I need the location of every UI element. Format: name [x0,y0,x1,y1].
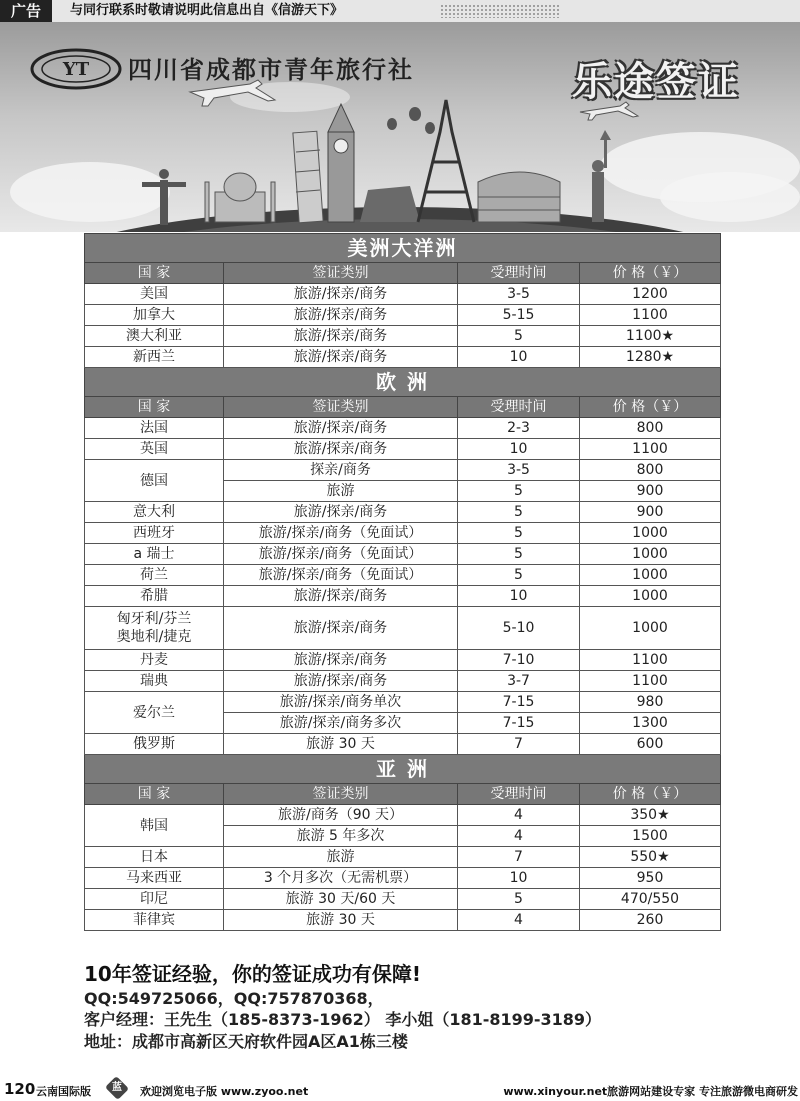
price-cell: 1000 [580,523,721,544]
processing-time-cell: 7 [458,847,580,868]
column-header-row [85,397,721,418]
visa-type-cell: 旅游/探亲/商务（免面试） [224,544,458,565]
visa-type-cell: 旅游/探亲/商务（免面试） [224,523,458,544]
notice-text: 与同行联系时敬请说明此信息出自《信游天下》 [70,3,344,18]
price-cell: 1200 [580,284,721,305]
country-cell: 日本 [85,847,224,868]
country-cell: 荷兰 [85,565,224,586]
column-header: 国 家 [85,397,224,418]
table-row [85,523,721,544]
price-cell: 1000 [580,544,721,565]
website-link[interactable]: www.xinyour.net旅游网站建设专家 专注旅游微电商研发 [503,1085,798,1098]
price-cell: 1300 [580,713,721,734]
column-header: 受理时间 [458,397,580,418]
processing-time-cell: 5 [458,889,580,910]
table-row [85,910,721,931]
processing-time-cell: 10 [458,347,580,368]
price-cell: 1100 [580,671,721,692]
page-number: 120 [4,1080,36,1098]
price-cell: 800 [580,418,721,439]
table-row [85,692,721,713]
visa-type-cell: 旅游/探亲/商务 [224,586,458,607]
edition-badge-icon [105,1076,129,1100]
column-header: 签证类别 [224,263,458,284]
price-cell: 950 [580,868,721,889]
table-row [85,607,721,650]
price-cell: 1000 [580,586,721,607]
table-row [85,418,721,439]
visa-type-cell: 旅游/探亲/商务 [224,439,458,460]
processing-time-cell: 5 [458,565,580,586]
processing-time-cell: 7-15 [458,713,580,734]
country-cell: 丹麦 [85,650,224,671]
column-header: 受理时间 [458,784,580,805]
region-title: 欧 洲 [85,368,721,397]
table-body [85,234,721,931]
table-row [85,565,721,586]
processing-time-cell: 10 [458,868,580,889]
column-header: 签证类别 [224,784,458,805]
country-cell: 新西兰 [85,347,224,368]
processing-time-cell: 5 [458,326,580,347]
processing-time-cell: 10 [458,439,580,460]
ebook-link[interactable]: 欢迎浏览电子版 www.zyoo.net [140,1085,309,1098]
price-cell: 900 [580,502,721,523]
table-row [85,326,721,347]
country-cell: 法国 [85,418,224,439]
price-cell: 1100 [580,305,721,326]
agency-logo [30,48,122,90]
country-cell: 英国 [85,439,224,460]
big-ben-icon [328,104,354,222]
country-cell: 美国 [85,284,224,305]
table-row [85,544,721,565]
visa-type-cell: 旅游/探亲/商务 [224,607,458,650]
eiffel-tower-icon [418,100,474,222]
column-header: 签证类别 [224,397,458,418]
statue-of-liberty-icon [592,130,611,222]
svg-text:YT: YT [62,59,90,80]
taj-mahal-icon [205,173,275,222]
visa-type-cell: 旅游/商务（90 天） [224,805,458,826]
processing-time-cell: 4 [458,826,580,847]
table-row [85,734,721,755]
country-cell: 瑞典 [85,671,224,692]
price-cell: 600 [580,734,721,755]
table-row [85,805,721,826]
country-cell [85,607,224,650]
visa-type-cell: 旅游/探亲/商务 [224,284,458,305]
address: 地址：成都市高新区天府软件园A区A1栋三楼 [84,1032,408,1051]
visa-type-cell: 旅游 [224,847,458,868]
price-cell: 550★ [580,847,721,868]
price-cell: 800 [580,460,721,481]
table-row [85,868,721,889]
price-cell: 260 [580,910,721,931]
visa-type-cell: 旅游 30 天/60 天 [224,889,458,910]
visa-type-cell: 旅游/探亲/商务（免面试） [224,565,458,586]
processing-time-cell: 5-10 [458,607,580,650]
processing-time-cell: 5 [458,523,580,544]
country-cell: 韩国 [85,805,224,847]
table-row [85,502,721,523]
processing-time-cell: 5 [458,481,580,502]
christ-statue-icon [142,169,186,225]
visa-type-cell: 旅游 [224,481,458,502]
processing-time-cell: 10 [458,586,580,607]
country-cell: 西班牙 [85,523,224,544]
processing-time-cell: 7-10 [458,650,580,671]
country-cell: 俄罗斯 [85,734,224,755]
price-cell: 470/550 [580,889,721,910]
edition-label: 云南国际版 [36,1085,91,1098]
leaning-tower-icon [293,131,323,222]
visa-type-cell: 旅游 5 年多次 [224,826,458,847]
top-notice-bar [0,0,800,22]
price-cell: 900 [580,481,721,502]
visa-type-cell: 旅游/探亲/商务 [224,305,458,326]
colosseum-icon [478,172,560,222]
column-header-row [85,784,721,805]
visa-type-cell: 旅游/探亲/商务 [224,671,458,692]
visa-type-cell: 旅游/探亲/商务 [224,326,458,347]
country-cell: 德国 [85,460,224,502]
country-name: 匈牙利/芬兰 [116,611,192,627]
price-cell: 350★ [580,805,721,826]
country-cell: 菲律宾 [85,910,224,931]
rock-icon [360,186,420,222]
visa-type-cell: 旅游/探亲/商务单次 [224,692,458,713]
qq-contact: QQ:549725066，QQ:757870368， [84,989,384,1008]
ad-label: 广告 [0,0,52,22]
slogan: 10年签证经验，你的签证成功有保障! [84,962,421,986]
processing-time-cell: 3-5 [458,284,580,305]
table-row [85,671,721,692]
country-cell: 加拿大 [85,305,224,326]
country-name: 奥地利/捷克 [116,629,192,645]
table-row [85,889,721,910]
edition-badge-text: 蓝 [112,1082,122,1093]
country-cell: 马来西亚 [85,868,224,889]
price-cell: 1280★ [580,347,721,368]
table-row [85,847,721,868]
column-header: 价 格（￥） [580,397,721,418]
country-cell: 澳大利亚 [85,326,224,347]
price-cell: 1100 [580,439,721,460]
column-header: 价 格（￥） [580,263,721,284]
brand-title: 乐途签证 [572,59,740,105]
processing-time-cell: 3-7 [458,671,580,692]
visa-type-cell: 3 个月多次（无需机票） [224,868,458,889]
visa-type-cell: 旅游/探亲/商务 [224,502,458,523]
processing-time-cell: 5-15 [458,305,580,326]
table-row [85,347,721,368]
table-row [85,650,721,671]
visa-type-cell: 旅游/探亲/商务多次 [224,713,458,734]
agency-name: 四川省成都市青年旅行社 [128,55,414,84]
price-cell: 980 [580,692,721,713]
processing-time-cell: 4 [458,910,580,931]
bottom-bar [0,1078,800,1100]
column-header-row [85,263,721,284]
region-title: 亚 洲 [85,755,721,784]
country-cell: 意大利 [85,502,224,523]
country-cell: 印尼 [85,889,224,910]
visa-type-cell: 旅游 30 天 [224,910,458,931]
table-row [85,284,721,305]
price-cell: 1000 [580,565,721,586]
table-row [85,439,721,460]
dot-pattern [440,4,560,18]
processing-time-cell: 7-15 [458,692,580,713]
price-cell: 1100★ [580,326,721,347]
processing-time-cell: 7 [458,734,580,755]
processing-time-cell: 2-3 [458,418,580,439]
price-cell: 1500 [580,826,721,847]
visa-type-cell: 旅游/探亲/商务 [224,418,458,439]
processing-time-cell: 3-5 [458,460,580,481]
price-cell: 1000 [580,607,721,650]
visa-type-cell: 旅游 30 天 [224,734,458,755]
country-cell: a 瑞士 [85,544,224,565]
region-header-row [85,368,721,397]
processing-time-cell: 5 [458,544,580,565]
visa-type-cell: 探亲/商务 [224,460,458,481]
table-row [85,460,721,481]
country-cell: 爱尔兰 [85,692,224,734]
column-header: 价 格（￥） [580,784,721,805]
visa-type-cell: 旅游/探亲/商务 [224,347,458,368]
balloon-icon [387,107,435,134]
region-header-row [85,234,721,263]
visa-type-cell: 旅游/探亲/商务 [224,650,458,671]
region-title: 美洲大洋洲 [85,234,721,263]
manager-contact: 客户经理：王先生（185-8373-1962） 李小姐（181-8199-3189） [84,1010,602,1029]
table-row [85,586,721,607]
region-header-row [85,755,721,784]
column-header: 国 家 [85,263,224,284]
table-row [85,305,721,326]
visa-price-table [84,233,720,931]
processing-time-cell: 4 [458,805,580,826]
price-cell: 1100 [580,650,721,671]
column-header: 国 家 [85,784,224,805]
header-banner [0,22,800,232]
processing-time-cell: 5 [458,502,580,523]
column-header: 受理时间 [458,263,580,284]
country-cell: 希腊 [85,586,224,607]
